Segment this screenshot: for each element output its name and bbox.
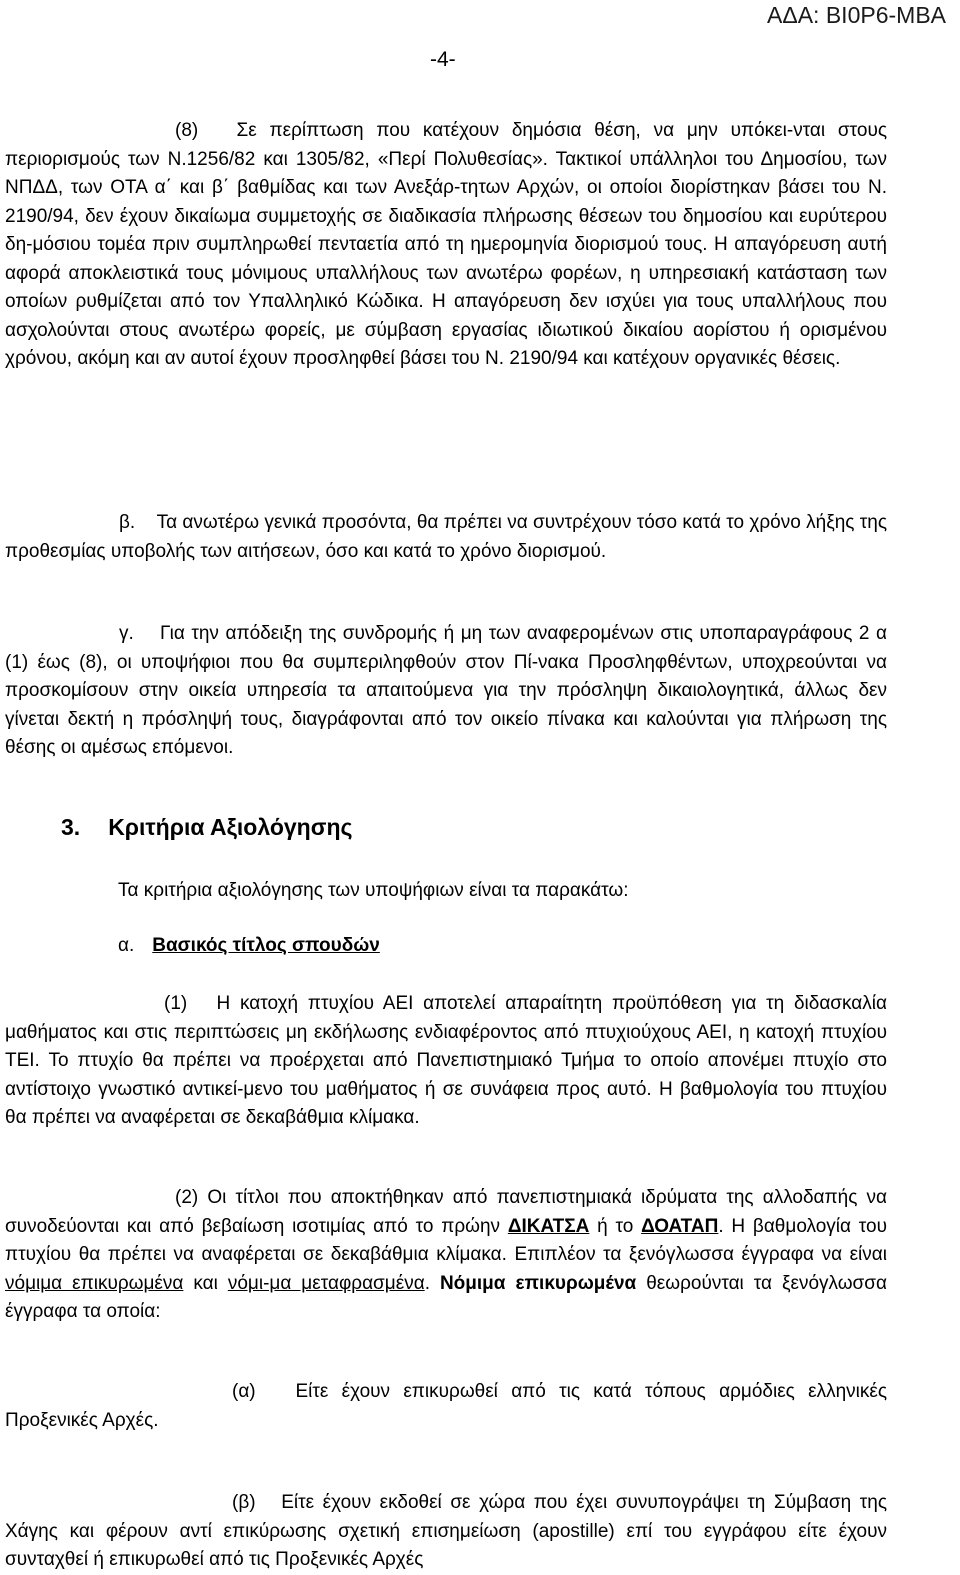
para2-text-start: (2) Οι τίτλοι που αποκτήθηκαν από πανεπιστημιακά ιδρύματα της αλλοδαπής να συνοδεύονται και από βεβαίωση ισοτιμίας από το πρώην bbox=[5, 1187, 887, 1237]
subsection-alpha bbox=[118, 935, 878, 957]
paragraph-1: (1) Η κατοχή πτυχίου ΑΕΙ αποτελεί απαραίτητη προϋπόθεση για τη διδασκαλία μαθήματος και στις περιπτώσεις μη εκδήλωσης ενδιαφέροντος από πτυχιούχους ΑΕΙ, η κατοχή πτυχίου ΤΕΙ. Το πτυχίο θα πρέπει να προέρχεται από Πανεπιστημιακό Τμήμα το οποίο απονέμει πτυχίο στο αντίστοιχο γνωστικό αντικεί-μενο του μαθήματος ή σε συνάφεια προς αυτό. Η βαθμολογία του πτυχίου θα πρέπει να αναφέρεται σε δεκαβάθμια κλίμακα. bbox=[5, 993, 887, 1128]
para2-text-mid1: ή το bbox=[589, 1215, 642, 1237]
item-beta: (β) Είτε έχουν εκδοθεί σε χώρα που έχει συνυπογράψει τη Σύμβαση της Χάγης και φέρουν αντί επικύρωσης σχετική επισημείωση (apostille) επί του εγγράφου είτε έχουν συνταχθεί ή επικυρωθεί από τις Προξενικές Αρχές bbox=[5, 1492, 887, 1570]
section-title-text: Κριτήρια Αξιολόγησης bbox=[108, 814, 353, 840]
para2-text-end: θεωρούνται τα ξενόγλωσσα έγγραφα τα οποία: bbox=[5, 1272, 887, 1322]
paragraph-8: (8) Σε περίπτωση που κατέχουν δημόσια θέση, να μην υπόκει-νται στους περιορισμούς των Ν.1256/82 και 1305/82, «Περί Πολυθεσίας». Τακτικοί υπάλληλοι του Δημοσίου, των ΝΠΔΔ, των ΟΤΑ α΄ και β΄ βαθμίδας και των Ανεξάρ-τητων Αρχών, οι οποίοι διορίστηκαν βάσει του Ν. 2190/94, δεν έχουν δικαίωμα συμμετοχής σε διαδικασία πλήρωσης θέσεων του δημοσίου και ευρύτερου δη-μόσιου τομέα πριν συμπληρωθεί πενταετία από τη ημερομηνία διορισμού τους. Η απαγόρευση αυτή αφορά αποκλειστικά τους μόνιμους υπαλλήλους των ανωτέρω φορέων, η υπηρεσιακή κατάσταση των οποίων ρυθμίζεται από τον Υπαλληλικό Κώδικα. Η απαγόρευση δεν ισχύει για τους υπαλλήλους που ασχολούνται στους ανωτέρω φορείς, με σύμβαση εργασίας ιδιωτικού δικαίου αορίστου ή ορισμένου χρόνου, ακόμη και αν αυτοί έχουν προσληφθεί βάσει του Ν. 2190/94 και κατέχουν οργανικές θέσεις. bbox=[5, 120, 887, 369]
subsection-title: Βασικός τίτλος σπουδών bbox=[152, 935, 380, 956]
legally-certified-bold: Νόμιμα επικυρωμένα bbox=[439, 1272, 637, 1294]
item-alpha: (α) Είτε έχουν επικυρωθεί από τις κατά τόπους αρμόδιες ελληνικές Προξενικές Αρχές. bbox=[5, 1381, 887, 1431]
legally-certified-underlined: νόμιμα επικυρωμένα bbox=[5, 1272, 184, 1294]
subsection-letter: α. bbox=[118, 935, 135, 956]
section-number: 3. bbox=[61, 814, 81, 840]
dikatsa-ref: ΔΙΚΑΤΣΑ bbox=[507, 1215, 590, 1237]
para2-and: και bbox=[183, 1272, 228, 1294]
section-intro: Τα κριτήρια αξιολόγησης των υποψήφιων είναι τα παρακάτω: bbox=[118, 880, 629, 901]
paragraph-gamma: γ. Για την απόδειξη της συνδρομής ή μη των αναφερομένων στις υποπαραγράφους 2 α (1) έως (8), οι υποψήφιοι που θα συμπεριληφθούν στον Πί-νακα Προσληφθέντων, υποχρεούνται να προσκομίσουν στην οικεία υπηρεσία τα απαιτούμενα για την πρόσληψη δικαιολογητικά, άλλως δεν γίνεται δεκτή η πρόσληψή τους, διαγράφονται από τον οικείο πίνακα και καλούνται για πλήρωση της θέσης οι αμέσως επόμενοι. bbox=[5, 623, 887, 758]
page-number: -4- bbox=[430, 48, 456, 71]
para2-text-mid2: . Η βαθμολογία του πτυχίου θα πρέπει να αναφέρεται σε δεκαβάθμια κλίμακα. Επιπλέον τα ξενόγλωσσα έγγραφα να είναι bbox=[5, 1215, 887, 1265]
para2-dot: . bbox=[424, 1272, 440, 1294]
paragraph-beta: β. Τα ανωτέρω γενικά προσόντα, θα πρέπει να συντρέχουν τόσο κατά το χρόνο λήξης της προθεσμίας υποβολής των αιτήσεων, όσο και κατά το χρόνο διορισμού. bbox=[5, 512, 887, 562]
ada-header: ΑΔΑ: ΒΙ0Ρ6-ΜΒΑ bbox=[767, 2, 946, 28]
doatap-ref: ΔΟΑΤΑΠ bbox=[641, 1215, 719, 1237]
paragraph-2 bbox=[5, 1184, 887, 1327]
legally-translated-underlined: νόμι-μα μεταφρασμένα bbox=[227, 1272, 425, 1294]
section-title bbox=[61, 814, 943, 841]
